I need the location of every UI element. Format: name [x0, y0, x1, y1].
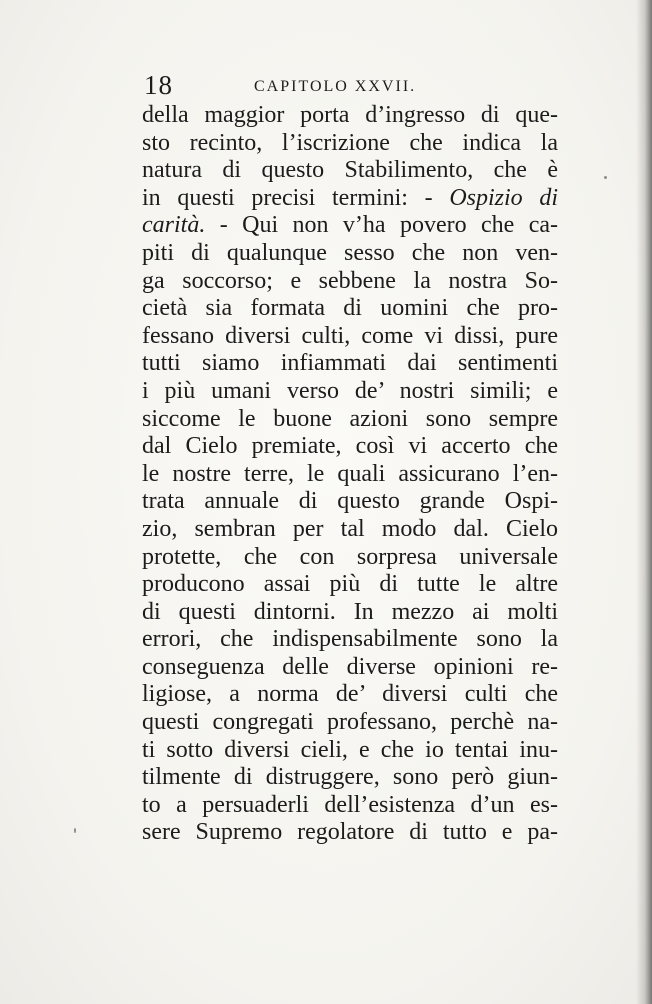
page-number: 18 [144, 70, 173, 100]
text-line: fessano diversi culti, come vi dissi, pure [142, 322, 558, 349]
text-line: zio, sembran per tal modo dal. Cielo [142, 515, 558, 542]
text-line: protette, che con sorpresa universale [142, 543, 558, 570]
text-line: in questi precisi termini: - Ospizio di [142, 184, 558, 211]
text-line: tilmente di distruggere, sono però giun- [142, 764, 558, 791]
paper-speck [604, 176, 607, 179]
page-header [144, 70, 558, 100]
text-line: di questi dintorni. In mezzo ai molti [142, 598, 558, 625]
text-line: ligiose, a norma de’ diversi culti che [142, 681, 558, 708]
text-line: ga soccorso; e sebbene la nostra So- [142, 267, 558, 294]
text-line: tutti siamo infiammati dai sentimenti [142, 350, 558, 377]
text-line: della maggior porta d’ingresso di que- [142, 102, 558, 128]
text-line: questi congregati professano, perchè na- [142, 709, 558, 736]
text-line: piti di qualunque sesso che non ven- [142, 239, 558, 266]
page-binding-shadow [636, 0, 652, 1004]
paper-speck [74, 828, 76, 833]
text-line: natura di questo Stabilimento, che è [142, 157, 558, 184]
text-line: conseguenza delle diverse opinioni re- [142, 653, 558, 680]
italic-phrase: Ospizio di [449, 184, 558, 211]
body-text [142, 102, 558, 847]
text-line: sere Supremo regolatore di tutto e pa- [142, 819, 558, 846]
italic-phrase: carità. [142, 212, 206, 239]
text-line: sto recinto, l’iscrizione che indica la [142, 129, 558, 156]
text-line: dal Cielo premiate, così vi accerto che [142, 433, 558, 460]
text-line: cietà sia formata di uomini che pro- [142, 295, 558, 322]
text-line: le nostre terre, le quali assicurano l’en- [142, 460, 558, 487]
text-line: trata annuale di questo grande Ospi- [142, 488, 558, 515]
text-line: carità. - Qui non v’ha povero che ca- [142, 212, 558, 239]
text-line: ti sotto diversi cieli, e che io tentai inu- [142, 736, 558, 763]
text-line: siccome le buone azioni sono sempre [142, 405, 558, 432]
text-line: producono assai più di tutte le altre [142, 571, 558, 598]
text-line: i più umani verso de’ nostri simili; e [142, 377, 558, 404]
text-line: errori, che indispensabilmente sono la [142, 626, 558, 653]
text-line: to a persuaderli dell’esistenza d’un es- [142, 791, 558, 818]
running-head: CAPITOLO XXVII. [254, 78, 417, 95]
